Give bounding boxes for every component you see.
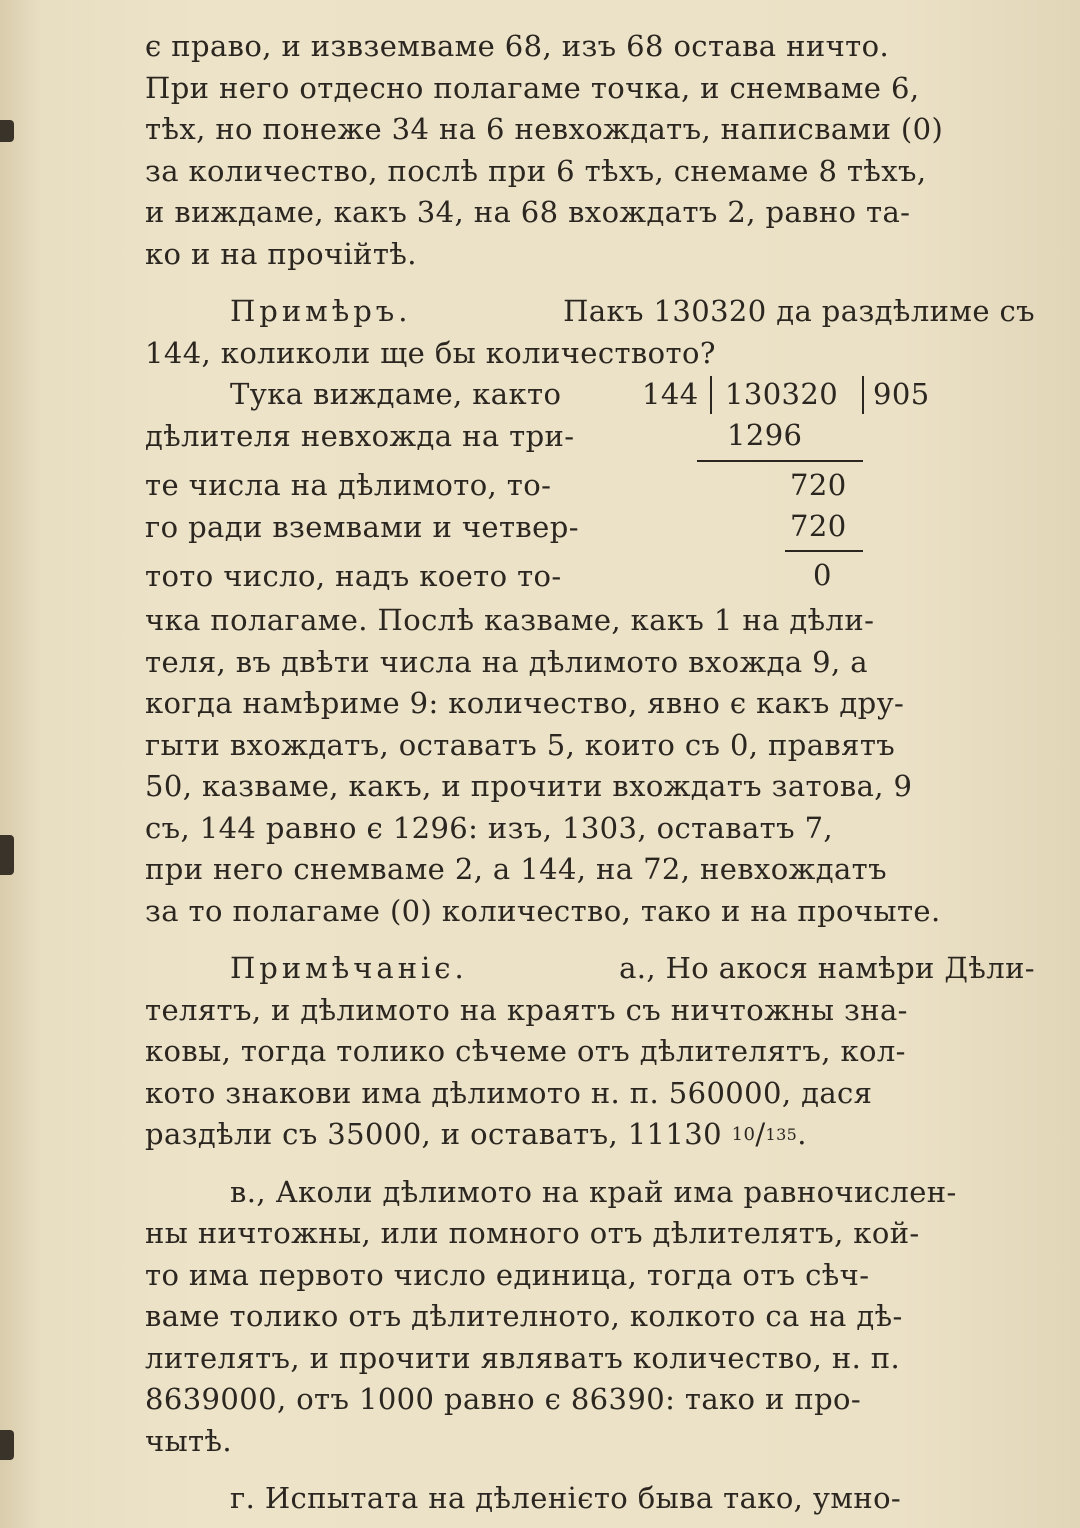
division-rule (785, 550, 863, 552)
text-line: за количество, послѣ при 6 тѣхъ, снемаме 8 тѣхъ, (145, 153, 927, 188)
division-bar (710, 376, 712, 414)
text-line: тѣх, но понеже 34 на 6 невхождатъ, написвами (0) (145, 112, 944, 146)
division-remainder: 0 (813, 558, 832, 592)
text-line: в., Аколи дѣлимото на край има равночислен- (230, 1174, 957, 1209)
text-line: 144, коликоли ще бы количеството? (145, 335, 716, 370)
text-line: то има первото число единица, тогда отъ сѣч- (145, 1257, 870, 1292)
division-bar (862, 376, 864, 414)
page-text (145, 26, 1035, 1520)
note-label: Примѣчаніє. (230, 951, 468, 985)
long-division-block (145, 374, 1035, 600)
example-label: Примѣръ. (230, 294, 412, 328)
text-line: кото знакови има дѣлимото н. п. 560000, дася (145, 1075, 873, 1110)
quotient: 905 (873, 377, 930, 411)
text-line: чытѣ. (145, 1423, 233, 1458)
note-text: а., Но акося намѣри Дѣли- (619, 951, 1035, 985)
text-line: за то полагаме (0) количество, тако и на прочыте. (145, 893, 941, 928)
text-line: те числа на дѣлимото, то- (145, 468, 552, 502)
text-line: лителятъ, и прочити являватъ количество, н. п. (145, 1340, 901, 1375)
dividend: 130320 (725, 377, 839, 411)
text-line: тото число, надъ което то- (145, 559, 562, 593)
fraction-numerator: 10 (731, 1124, 756, 1145)
text-line: є право, и извземваме 68, изъ 68 остава ничто. (145, 29, 890, 63)
text-line: ко и на прочійтѣ. (145, 236, 417, 271)
text-line: ны ничтожны, или помного отъ дѣлителятъ, кой- (145, 1216, 920, 1250)
fraction-end: . (797, 1117, 807, 1151)
division-rule (697, 460, 863, 462)
text-line: при него снемваме 2, а 144, на 72, невхождатъ (145, 852, 887, 886)
text-line: 8639000, отъ 1000 равно є 86390: тако и про- (145, 1382, 862, 1416)
note-last-line: раздѣли съ 35000, и оставатъ, 11130 10 / 135 . (145, 1114, 1035, 1156)
text-line: При него отдесно полагаме точка, и снемваме 6, (145, 70, 920, 105)
page-edge-mark (0, 835, 14, 875)
fraction-denominator: 135 (765, 1125, 798, 1144)
text-line: съ, 144 равно є 1296: изъ, 1303, оставатъ 7, (145, 810, 834, 845)
text-line: 50, казваме, какъ, и прочити вхождатъ затова, 9 (145, 769, 913, 803)
divisor: 144 (642, 377, 699, 411)
text-line: ваме толико отъ дѣлителното, колкото са на дѣ- (145, 1299, 903, 1333)
division-explanation (145, 374, 615, 598)
division-step: 1296 (727, 418, 803, 452)
text-line: чка полагаме. Послѣ казваме, какъ 1 на дѣли- (145, 603, 875, 637)
note-heading-line (145, 948, 1035, 990)
text-line: Тука виждаме, както (230, 377, 562, 411)
text-line: теля, въ двѣти числа на дѣлимото вхожда 9, а (145, 644, 868, 679)
text-line: го ради вземвами и четвер- (145, 509, 579, 544)
text-line: телятъ, и дѣлимото на краятъ съ ничтожны зна- (145, 992, 908, 1027)
text-line: ковы, тогда толико сѣчеме отъ дѣлителятъ, кол- (145, 1034, 906, 1068)
page-edge-mark (0, 1430, 14, 1460)
page-edge-mark (0, 120, 14, 142)
note-last-text: раздѣли съ 35000, и оставатъ, 11130 (145, 1117, 722, 1151)
text-line: гыти вхождатъ, оставатъ 5, които съ 0, правятъ (145, 727, 896, 762)
division-step: 720 (790, 509, 847, 543)
text-line: и виждаме, какъ 34, на 68 вхождатъ 2, равно та- (145, 195, 911, 229)
text-line: когда намѣриме 9: количество, явно є какъ дру- (145, 686, 905, 720)
example-heading-line (145, 291, 1035, 333)
division-step: 720 (790, 468, 847, 502)
text-line: дѣлителя невхожда на три- (145, 418, 575, 453)
text-line: г. Испытата на дѣленієто быва тако, умно- (230, 1481, 902, 1515)
example-text: Пакъ 130320 да раздѣлиме съ (563, 294, 1035, 328)
